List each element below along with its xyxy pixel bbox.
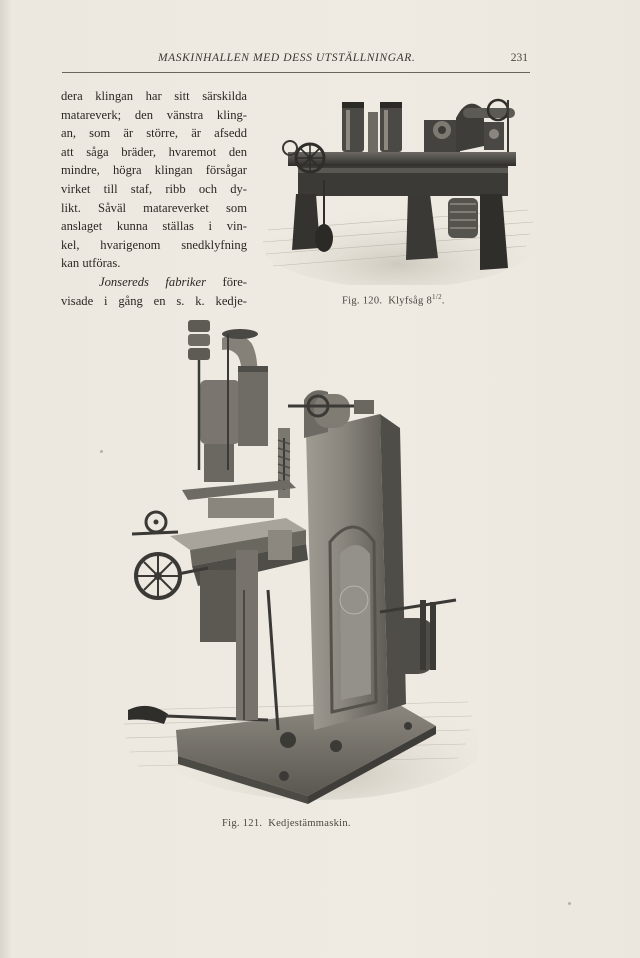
body-text-column <box>61 87 247 310</box>
figure-title: Kedjestämmaskin. <box>268 818 351 829</box>
text-line: mindre, högra klingan försågar <box>61 163 247 178</box>
text-line: att såga bräder, hvaremot den <box>61 144 247 159</box>
running-title: MASKINHALLEN MED DESS UTSTÄLLNINGAR. <box>158 52 416 64</box>
text-line: kel, hvarigenom snedklyfning <box>61 237 247 252</box>
text-line: dera klingan har sitt särskilda <box>61 89 247 103</box>
text-line: visade i gång en s. k. kedje- <box>61 293 247 308</box>
figure-title: Klyfsåg 8 <box>388 295 433 307</box>
figure-120-rip-saw-illustration <box>258 90 538 285</box>
running-head <box>62 52 530 73</box>
text-line: matareverk; den vänstra kling- <box>61 107 247 122</box>
text-line: an, som är större, är afsedd <box>61 126 247 141</box>
paper-speck <box>100 450 103 453</box>
text-line: kan utföras. <box>61 256 121 271</box>
figure-label: Fig. 120. <box>342 295 383 307</box>
company-name: Jonsereds fabriker <box>99 274 206 289</box>
page-number: 231 <box>510 52 528 64</box>
paragraph-start <box>61 273 247 292</box>
figure-121-chain-mortiser-illustration <box>118 310 478 805</box>
figure-fraction: 1/2 <box>432 293 442 301</box>
hand-wheel-large <box>136 554 180 598</box>
text-line: anslaget kunna ställas i vin- <box>61 219 247 234</box>
figure-label: Fig. 121. <box>222 818 263 829</box>
figure-121-caption <box>222 818 351 829</box>
paper-speck <box>568 902 571 905</box>
figure-suffix: . <box>441 295 445 307</box>
text-fragment: före- <box>222 274 247 289</box>
text-line: virket till staf, ribb och dy- <box>61 181 247 196</box>
text-line: likt. Såväl matareverket som <box>61 200 247 215</box>
figure-120-caption <box>342 293 445 307</box>
